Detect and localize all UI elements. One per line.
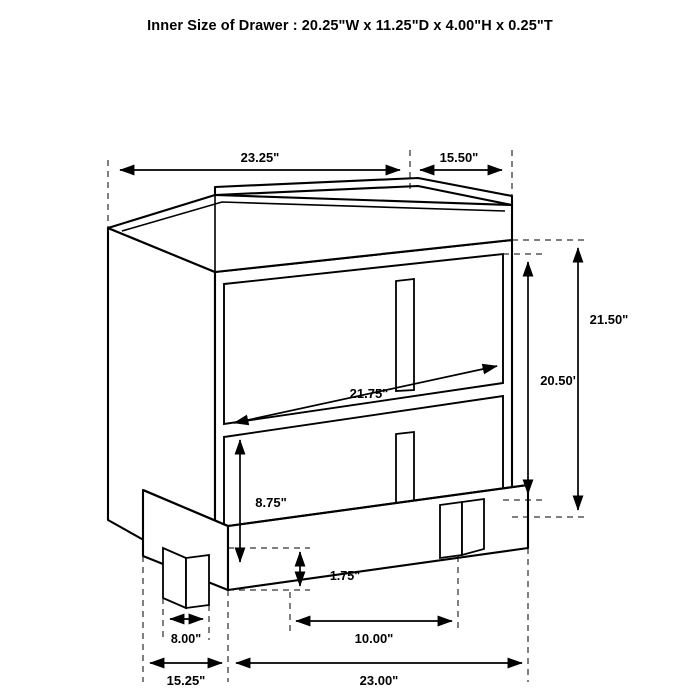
label-top-side-depth: 15.50" — [439, 150, 479, 165]
label-top-front-width: 23.25" — [240, 150, 280, 165]
page-title: Inner Size of Drawer : 20.25"W x 11.25"D x 4.00"H x 0.25"T — [147, 18, 553, 34]
label-base-front-width: 23.00" — [359, 673, 399, 688]
label-lower-drawer-height: 8.75" — [255, 495, 287, 510]
label-case-height: 20.50' — [540, 373, 576, 388]
label-base-inner-width: 10.00" — [354, 631, 394, 646]
label-overall-height: 21.50" — [589, 312, 629, 327]
label-base-side-width: 15.25" — [166, 673, 206, 688]
label-drawer-front-width: 21.75" — [349, 386, 389, 401]
label-plinth-height: 1.75" — [329, 569, 361, 583]
label-foot-width: 8.00" — [170, 632, 202, 646]
